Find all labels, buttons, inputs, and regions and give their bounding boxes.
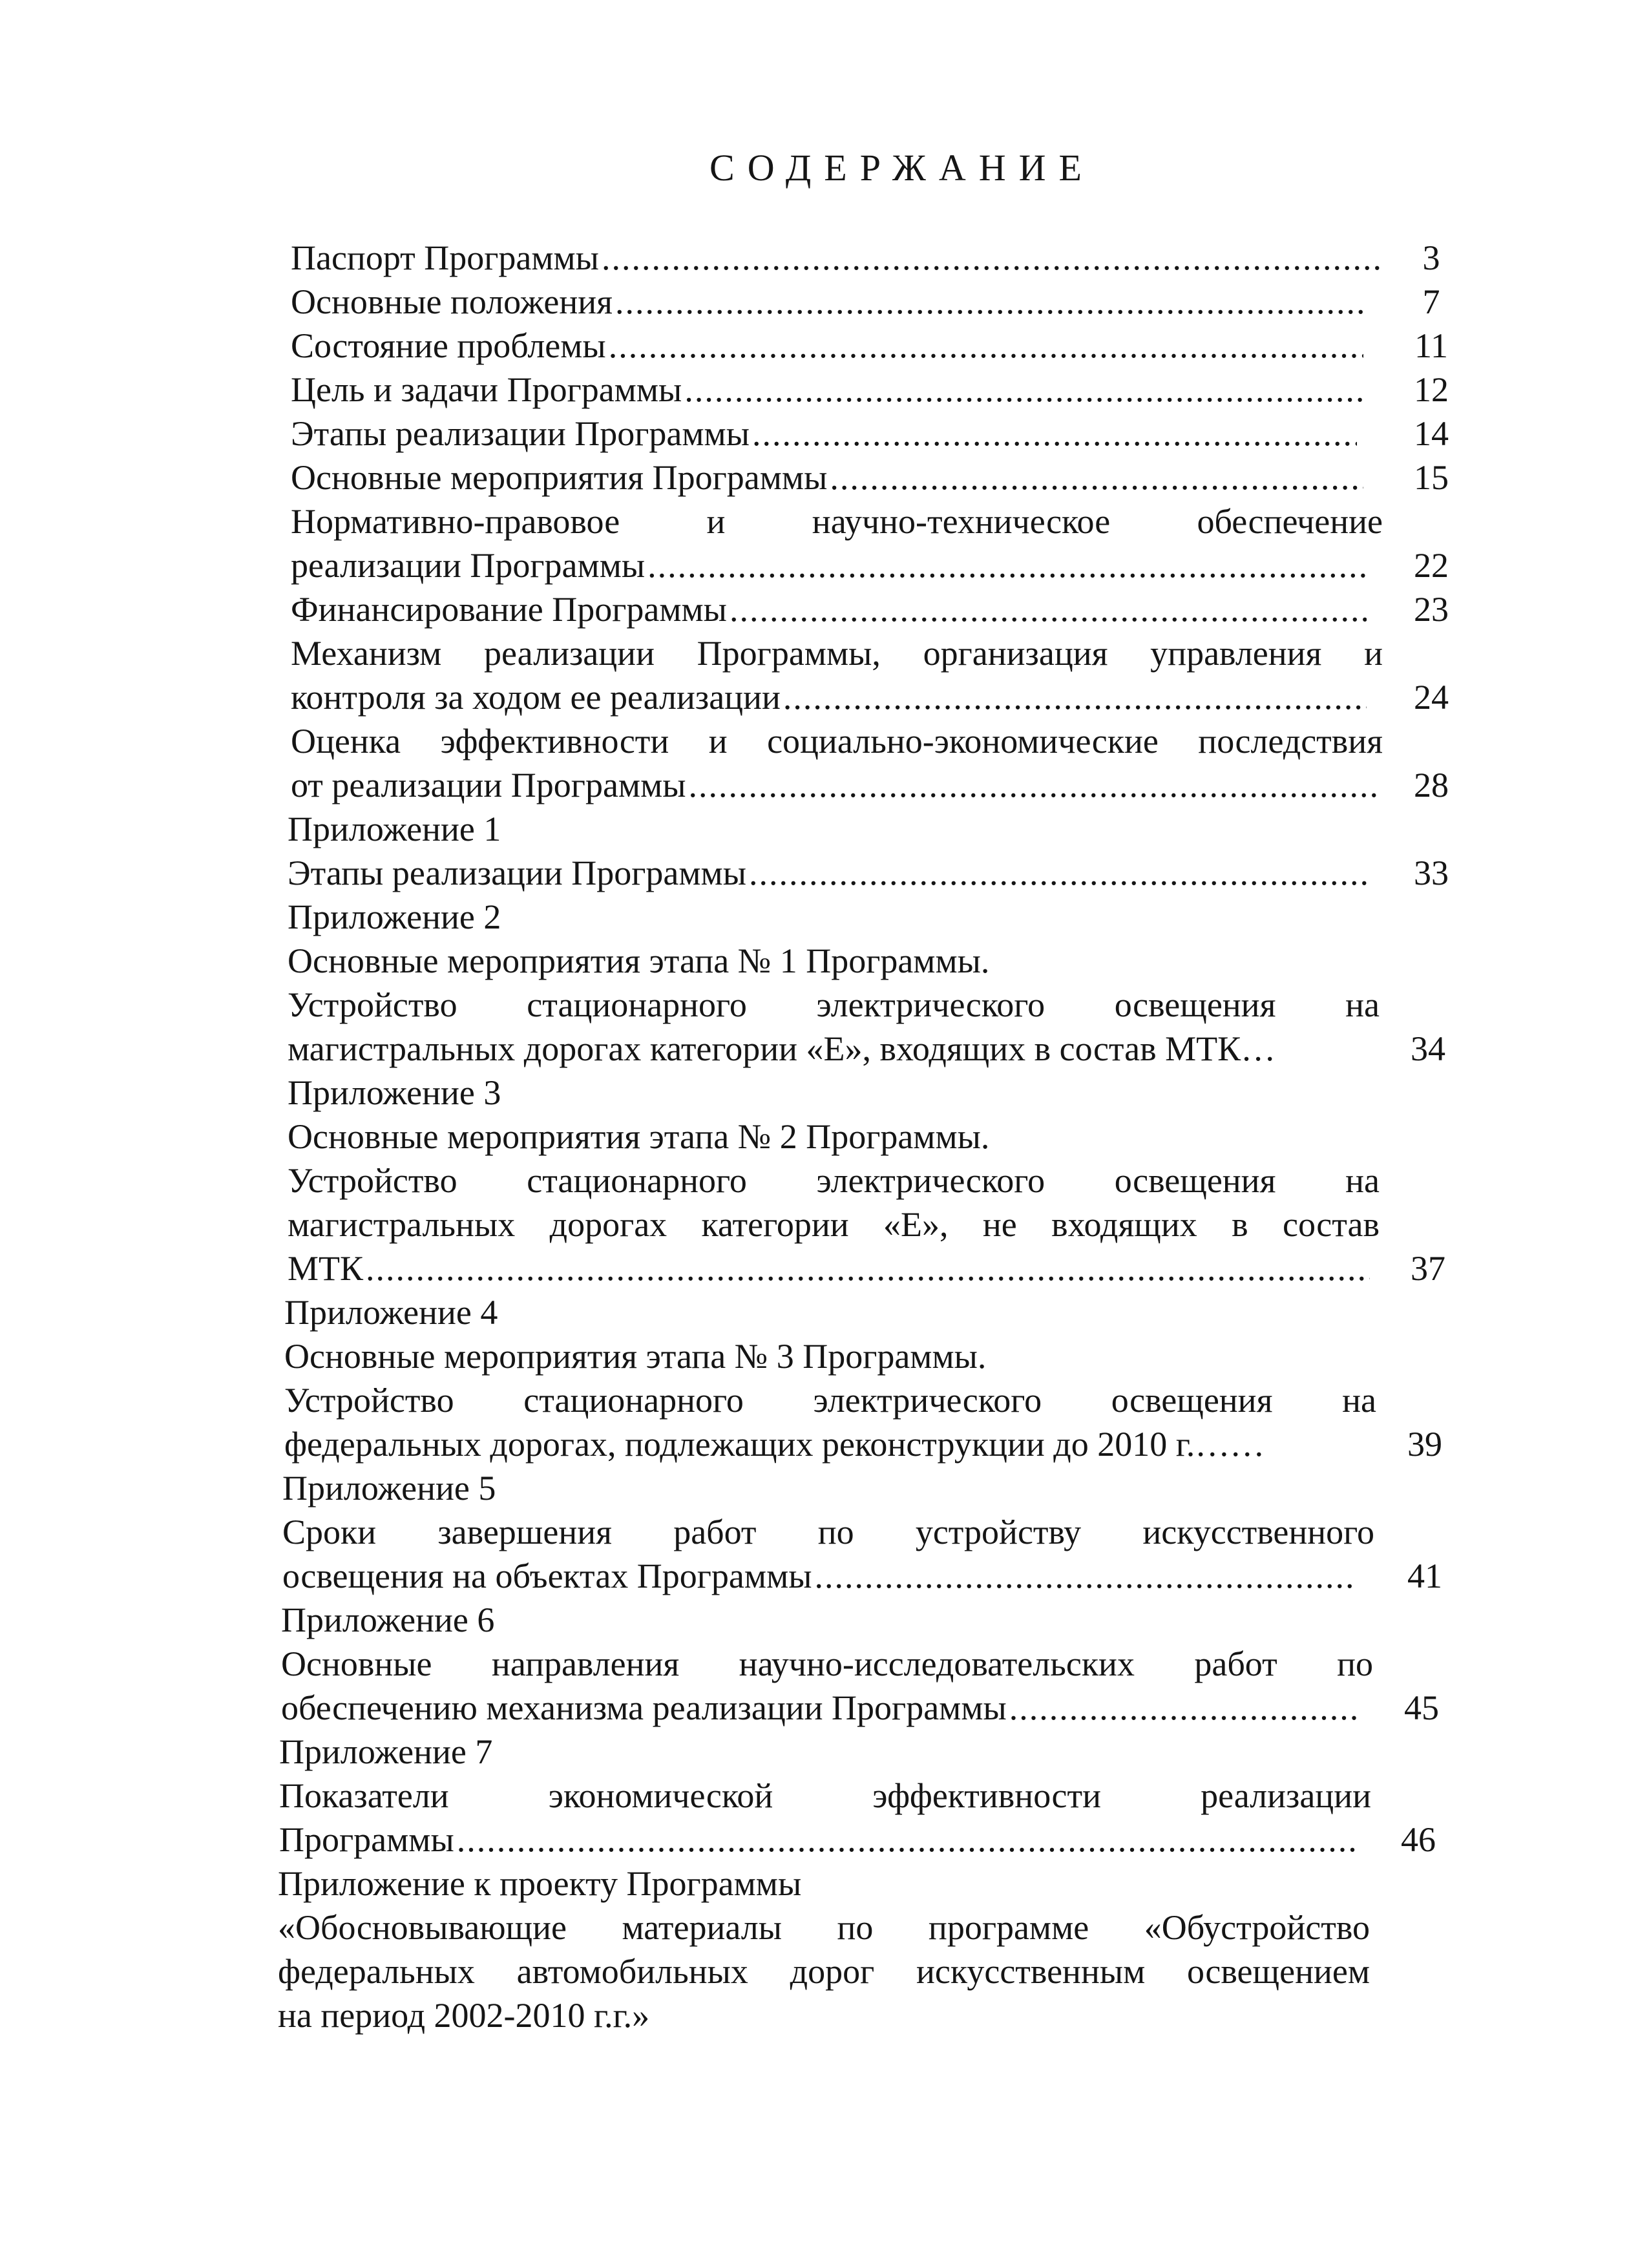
toc-line: Приложение к проекту Программы [278, 1864, 802, 1903]
toc-entry-text: обеспечению механизма реализации Программы [281, 1688, 1007, 1727]
toc-line: «Обосновывающие материалы по программе «Обустройство [278, 1908, 1370, 1947]
toc-line [291, 324, 1363, 367]
toc-entry-text: от реализации Программы [291, 766, 686, 804]
toc-line: Приложение 3 [288, 1073, 501, 1112]
dot-leader [830, 456, 1363, 499]
page-number: 34 [1411, 1029, 1445, 1068]
dot-leader [647, 544, 1367, 587]
toc-line: Основные мероприятия этапа № 3 Программы. [284, 1337, 987, 1376]
toc-entry-text: освещения на объектах Программы [282, 1557, 812, 1595]
toc-line: федеральных автомобильных дорог искусственным освещением [278, 1952, 1370, 1991]
toc-line: Приложение 6 [281, 1601, 495, 1639]
dot-leader [602, 236, 1383, 279]
page-number: 12 [1414, 370, 1449, 409]
page-number: 33 [1414, 854, 1449, 892]
toc-line [281, 1686, 1357, 1729]
toc-line: Приложение 1 [288, 810, 501, 848]
toc-line [288, 852, 1370, 894]
dot-leader [749, 852, 1370, 894]
dot-leader [752, 412, 1357, 455]
page-number: 22 [1414, 546, 1449, 585]
toc-line [291, 280, 1367, 323]
toc-line [291, 456, 1363, 499]
toc-line [279, 1818, 1355, 1861]
toc-line [291, 544, 1367, 587]
toc-line: Показатели экономической эффективности реализации [279, 1776, 1371, 1815]
toc-entry-text: Основные мероприятия Программы [291, 458, 828, 497]
page-number: 3 [1422, 238, 1440, 277]
toc-entry-text: контроля за ходом ее реализации [291, 678, 781, 717]
dot-leader [684, 368, 1363, 411]
page-number: 7 [1422, 282, 1440, 321]
toc-line: Основные мероприятия этапа № 2 Программы. [288, 1117, 990, 1156]
dot-leader [689, 764, 1380, 806]
page-number: 14 [1414, 414, 1449, 453]
toc-entry-text: Этапы реализации Программы [288, 854, 746, 892]
toc-line: Нормативно-правовое и научно-техническое обеспечение [291, 502, 1383, 541]
toc-line [291, 236, 1383, 279]
toc-line: Сроки завершения работ по устройству искусственного [282, 1513, 1374, 1551]
dot-leader [615, 280, 1367, 323]
toc-line [291, 412, 1357, 455]
toc-line: Оценка эффективности и социально-экономические последствия [291, 722, 1383, 761]
toc-entry-text: Этапы реализации Программы [291, 414, 750, 453]
dot-leader [730, 588, 1367, 631]
page-number: 15 [1414, 458, 1449, 497]
page-number: 23 [1414, 590, 1449, 629]
page-number: 46 [1401, 1820, 1436, 1859]
toc-entry-text: МТК [288, 1249, 364, 1288]
toc-line: Приложение 7 [279, 1732, 493, 1771]
page-number: 24 [1414, 678, 1449, 717]
toc-entry-text: Программы [279, 1820, 454, 1859]
dot-leader [457, 1818, 1355, 1861]
toc-line: Приложение 5 [282, 1469, 496, 1507]
page-number: 39 [1407, 1425, 1442, 1464]
toc-line [282, 1555, 1352, 1597]
page-number: 41 [1407, 1557, 1442, 1595]
dot-leader [1009, 1686, 1357, 1729]
toc-entry-text: реализации Программы [291, 546, 646, 585]
toc-line: Основные направления научно-исследовательских работ по [281, 1644, 1373, 1683]
toc-line: Устройство стационарного электрического освещения на [288, 985, 1380, 1024]
toc-line: магистральных дорогах категории «Е», не входящих в состав [288, 1205, 1380, 1244]
toc-line [291, 764, 1380, 806]
toc-line: Устройство стационарного электрического освещения на [288, 1161, 1380, 1200]
toc-line: федеральных дорогах, подлежащих реконструкции до 2010 г.…… [284, 1425, 1265, 1464]
dot-leader [366, 1247, 1370, 1290]
toc-line [291, 676, 1367, 719]
toc-line: магистральных дорогах категории «Е», входящих в состав МТК… [288, 1029, 1276, 1068]
toc-line [291, 368, 1363, 411]
toc-entry-text: Паспорт Программы [291, 238, 599, 277]
toc-line: Приложение 4 [284, 1293, 498, 1332]
toc-line: Устройство стационарного электрического освещения на [284, 1381, 1376, 1420]
toc-line: Приложение 2 [288, 898, 501, 936]
toc-line: Механизм реализации Программы, организация управления и [291, 634, 1383, 673]
toc-line: Основные мероприятия этапа № 1 Программы. [288, 941, 990, 980]
page-number: 11 [1414, 326, 1448, 365]
toc-line [288, 1247, 1370, 1290]
toc-line [291, 588, 1367, 631]
toc-entry-text: Основные положения [291, 282, 613, 321]
toc-entry-text: Финансирование Программы [291, 590, 727, 629]
dot-leader [783, 676, 1367, 719]
toc-entry-text: Цель и задачи Программы [291, 370, 682, 409]
page-number: 37 [1411, 1249, 1445, 1288]
toc-entry-text: Состояние проблемы [291, 326, 606, 365]
page-number: 28 [1414, 766, 1449, 804]
page-title: СОДЕРЖАНИЕ [709, 147, 1095, 189]
dot-leader [609, 324, 1363, 367]
dot-leader [815, 1555, 1352, 1597]
toc-line: на период 2002-2010 г.г.» [278, 1996, 650, 2035]
page-number: 45 [1404, 1688, 1439, 1727]
